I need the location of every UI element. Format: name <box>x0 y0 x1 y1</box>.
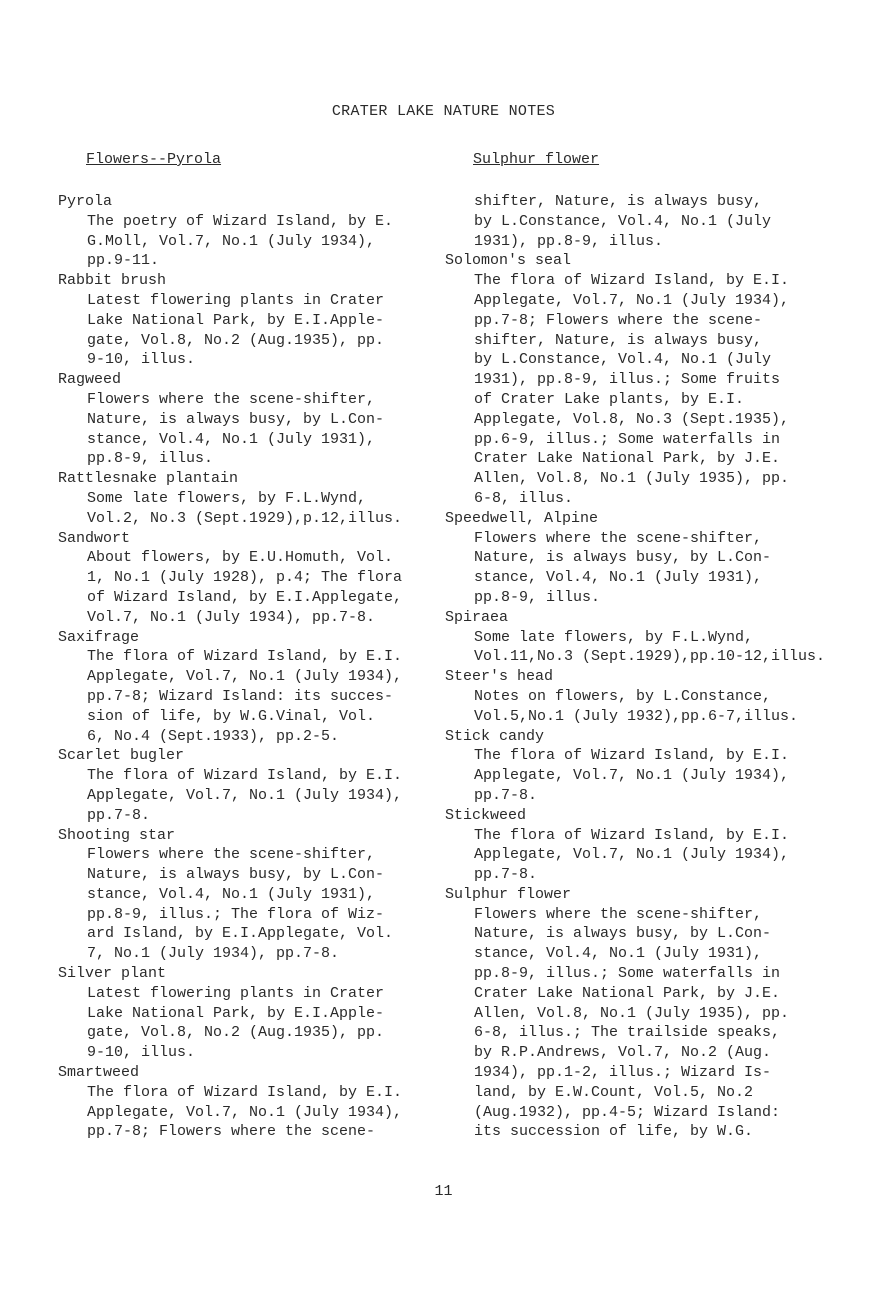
index-term: Spiraea <box>445 608 509 626</box>
right-continuation <box>445 192 845 251</box>
index-term: Ragweed <box>58 371 122 389</box>
citation-line: Some late flowers, by F.L.Wynd, <box>87 489 367 507</box>
citation-line: Flowers where the scene-shifter, <box>474 905 763 923</box>
citation-line: pp.8-9, illus. <box>87 450 214 468</box>
citation-line: 6, No.4 (Sept.1933), pp.2-5. <box>87 727 340 745</box>
citation-line: Crater Lake National Park, by J.E. <box>474 984 781 1002</box>
citation-line: The poetry of Wizard Island, by E. <box>87 212 394 230</box>
index-entry <box>58 964 458 1063</box>
right-column-header: Sulphur flower <box>473 151 600 168</box>
citation-line: About flowers, by E.U.Homuth, Vol. <box>87 549 394 567</box>
citation-line: Crater Lake National Park, by J.E. <box>474 450 781 468</box>
citation-line: stance, Vol.4, No.1 (July 1931), <box>87 885 376 903</box>
index-entry <box>58 529 458 628</box>
index-term: Stick candy <box>445 727 545 745</box>
citation-line: pp.8-9, illus. <box>474 588 601 606</box>
citation-line: gate, Vol.8, No.2 (Aug.1935), pp. <box>87 331 385 349</box>
index-term: Steer's head <box>445 668 554 686</box>
index-entry <box>58 192 458 271</box>
citation-line: The flora of Wizard Island, by E.I. <box>474 747 790 765</box>
citation-line: G.Moll, Vol.7, No.1 (July 1934), <box>87 232 376 250</box>
citation-line: pp.7-8. <box>474 786 538 804</box>
index-term: Smartweed <box>58 1064 140 1082</box>
left-column <box>58 150 458 1142</box>
citation-line: Applegate, Vol.7, No.1 (July 1934), <box>87 668 403 686</box>
citation-line: of Wizard Island, by E.I.Applegate, <box>87 588 403 606</box>
citation-line: by L.Constance, Vol.4, No.1 (July <box>474 351 772 369</box>
citation-line: land, by E.W.Count, Vol.5, No.2 <box>474 1083 754 1101</box>
citation-line: The flora of Wizard Island, by E.I. <box>87 648 403 666</box>
citation-line: Notes on flowers, by L.Constance, <box>474 687 772 705</box>
continuation-line: by L.Constance, Vol.4, No.1 (July <box>474 212 772 230</box>
left-entries <box>58 192 458 1142</box>
index-entry <box>58 1063 458 1142</box>
citation-line: The flora of Wizard Island, by E.I. <box>87 1083 403 1101</box>
citation-line: 6-8, illus. <box>474 489 574 507</box>
index-entry <box>58 370 458 469</box>
index-term: Shooting star <box>58 826 176 844</box>
index-term: Rabbit brush <box>58 272 167 290</box>
citation-line: Nature, is always busy, by L.Con- <box>87 866 385 884</box>
citation-line: pp.8-9, illus.; Some waterfalls in <box>474 965 781 983</box>
citation-line: Allen, Vol.8, No.1 (July 1935), pp. <box>474 1004 790 1022</box>
citation-line: 1934), pp.1-2, illus.; Wizard Is- <box>474 1064 772 1082</box>
index-entry <box>445 885 845 1142</box>
citation-line: Vol.2, No.3 (Sept.1929),p.12,illus. <box>87 509 403 527</box>
index-term: Saxifrage <box>58 628 140 646</box>
citation-line: Some late flowers, by F.L.Wynd, <box>474 628 754 646</box>
citation-line: Vol.5,No.1 (July 1932),pp.6-7,illus. <box>474 707 799 725</box>
index-term: Silver plant <box>58 965 167 983</box>
citation-line: pp.7-8; Flowers where the scene- <box>474 311 763 329</box>
index-term: Stickweed <box>445 806 527 824</box>
citation-line: Nature, is always busy, by L.Con- <box>474 549 772 567</box>
index-entry <box>58 469 458 528</box>
citation-line: 1931), pp.8-9, illus.; Some fruits <box>474 371 781 389</box>
index-term: Rattlesnake plantain <box>58 470 239 488</box>
citation-line: pp.7-8. <box>87 806 151 824</box>
citation-line: sion of life, by W.G.Vinal, Vol. <box>87 707 376 725</box>
index-entry <box>445 667 845 726</box>
citation-line: Allen, Vol.8, No.1 (July 1935), pp. <box>474 470 790 488</box>
citation-line: (Aug.1932), pp.4-5; Wizard Island: <box>474 1103 781 1121</box>
index-entry <box>445 509 845 608</box>
citation-line: Applegate, Vol.7, No.1 (July 1934), <box>474 291 790 309</box>
citation-line: Flowers where the scene-shifter, <box>87 846 376 864</box>
citation-line: its succession of life, by W.G. <box>474 1123 754 1141</box>
citation-line: pp.7-8. <box>474 866 538 884</box>
index-entry <box>58 628 458 747</box>
citation-line: Latest flowering plants in Crater <box>87 291 385 309</box>
index-entry <box>445 806 845 885</box>
index-term: Pyrola <box>58 193 113 210</box>
citation-line: shifter, Nature, is always busy, <box>474 331 763 349</box>
right-column <box>445 150 845 1142</box>
index-term: Scarlet bugler <box>58 747 185 765</box>
citation-line: Lake National Park, by E.I.Apple- <box>87 311 385 329</box>
continuation-line: shifter, Nature, is always busy, <box>474 193 763 210</box>
page-title: CRATER LAKE NATURE NOTES <box>331 103 556 120</box>
citation-line: ard Island, by E.I.Applegate, Vol. <box>87 925 394 943</box>
continuation-line: 1931), pp.8-9, illus. <box>474 232 664 250</box>
index-entry <box>58 271 458 370</box>
citation-line: pp.6-9, illus.; Some waterfalls in <box>474 430 781 448</box>
index-term: Sulphur flower <box>445 885 572 903</box>
citation-line: Lake National Park, by E.I.Apple- <box>87 1004 385 1022</box>
index-entry <box>58 826 458 965</box>
index-entry <box>445 727 845 806</box>
citation-line: gate, Vol.8, No.2 (Aug.1935), pp. <box>87 1024 385 1042</box>
citation-line: Applegate, Vol.7, No.1 (July 1934), <box>474 846 790 864</box>
citation-line: 6-8, illus.; The trailside speaks, <box>474 1024 781 1042</box>
citation-line: Flowers where the scene-shifter, <box>474 529 763 547</box>
citation-line: pp.7-8; Wizard Island: its succes- <box>87 687 394 705</box>
index-entry <box>445 608 845 667</box>
right-entries <box>445 251 845 1142</box>
citation-line: The flora of Wizard Island, by E.I. <box>474 272 790 290</box>
citation-line: by R.P.Andrews, Vol.7, No.2 (Aug. <box>474 1044 772 1062</box>
citation-line: Nature, is always busy, by L.Con- <box>87 410 385 428</box>
citation-line: of Crater Lake plants, by E.I. <box>474 390 745 408</box>
citation-line: Flowers where the scene-shifter, <box>87 390 376 408</box>
index-entry <box>445 251 845 508</box>
page-number: 11 <box>434 1183 453 1200</box>
citation-line: pp.9-11. <box>87 252 160 270</box>
citation-line: stance, Vol.4, No.1 (July 1931), <box>474 569 763 587</box>
index-term: Sandwort <box>58 529 131 547</box>
citation-line: Vol.7, No.1 (July 1934), pp.7-8. <box>87 608 376 626</box>
citation-line: stance, Vol.4, No.1 (July 1931), <box>87 430 376 448</box>
index-term: Speedwell, Alpine <box>445 509 599 527</box>
index-term: Solomon's seal <box>445 252 572 270</box>
citation-line: Applegate, Vol.7, No.1 (July 1934), <box>87 786 403 804</box>
citation-line: pp.8-9, illus.; The flora of Wiz- <box>87 905 385 923</box>
citation-line: stance, Vol.4, No.1 (July 1931), <box>474 945 763 963</box>
citation-line: 9-10, illus. <box>87 351 196 369</box>
citation-line: The flora of Wizard Island, by E.I. <box>87 767 403 785</box>
citation-line: Vol.11,No.3 (Sept.1929),pp.10-12,illus. <box>474 648 826 666</box>
citation-line: 1, No.1 (July 1928), p.4; The flora <box>87 569 403 587</box>
left-column-header: Flowers--Pyrola <box>86 151 222 168</box>
citation-line: Applegate, Vol.7, No.1 (July 1934), <box>474 767 790 785</box>
citation-line: Nature, is always busy, by L.Con- <box>474 925 772 943</box>
citation-line: Latest flowering plants in Crater <box>87 984 385 1002</box>
citation-line: pp.7-8; Flowers where the scene- <box>87 1123 376 1141</box>
citation-line: 7, No.1 (July 1934), pp.7-8. <box>87 945 340 963</box>
citation-line: 9-10, illus. <box>87 1044 196 1062</box>
citation-line: Applegate, Vol.7, No.1 (July 1934), <box>87 1103 403 1121</box>
citation-line: The flora of Wizard Island, by E.I. <box>474 826 790 844</box>
citation-line: Applegate, Vol.8, No.3 (Sept.1935), <box>474 410 790 428</box>
index-entry <box>58 746 458 825</box>
